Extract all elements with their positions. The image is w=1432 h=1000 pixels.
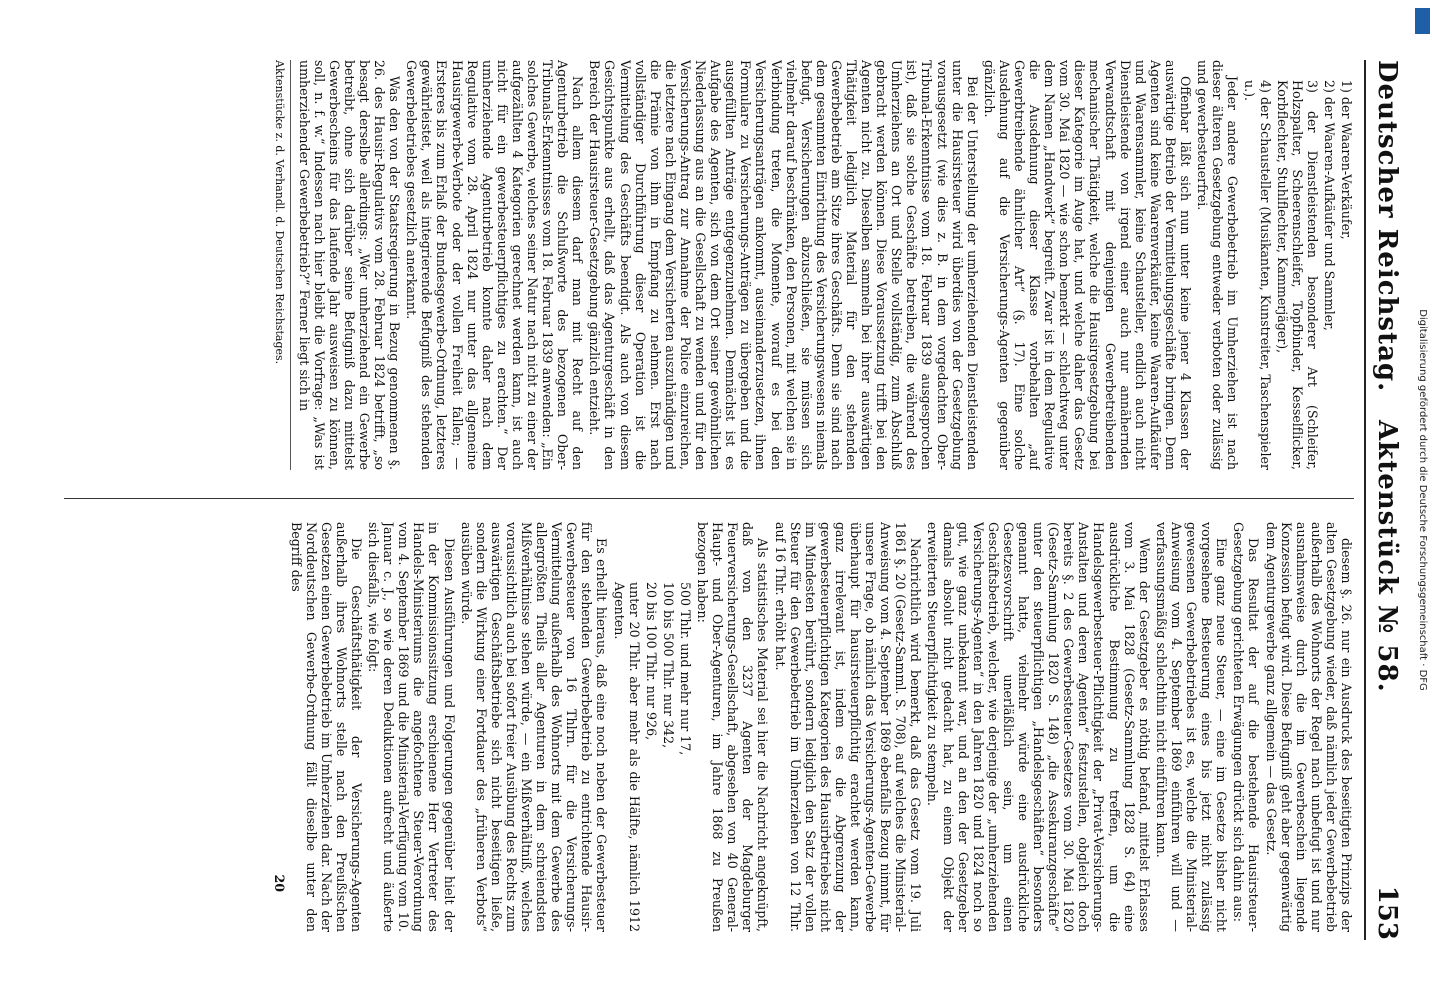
page-number: 153: [1372, 885, 1402, 940]
paragraph: 4) der Schausteller (Musikanten, Kunstreiter, Taschenspieler u.).: [1242, 80, 1273, 470]
paragraph: Jeder andere Gewerbebetrieb im Umherziehen ist nach dieser älteren Gesetzgebung entweder verboten oder zulässig und gewerbesteuerfrei.: [1195, 60, 1241, 470]
paragraph: 2) der Waaren-Aufkäufer und Sammler,: [1321, 80, 1337, 331]
paragraph: Bei der Unterstellung der umherziehenden Dienstleistenden unter die Hausirsteuer wird überdies von der Gesetzgebung vorausgesetzt (wie dies z. B. in dem vorgedachten Ober-Tribunal-Erkenntnisse vom 18. Februar 1839 ausgesprochen ist), daß sie solche Geschäfte betreiben, die während des Umherziehens an Ort und Stelle vollständig, zum Abschluß gebracht werden können. Diese Voraussetzung trifft bei den Agenten nicht zu. Dieselben sammeln bei ihrer auswärtigen Thätigkeit lediglich Material für den stehenden Gewerbebetrieb am Sitze ihres Geschäfts. Denn sie sind nach dem gesammten Einrichtung des Versicherungswesens niemals befugt, Versicherungen abzuschließen, sie müssen sich vielmehr darauf beschränken, den Personen, mit welchen sie in Verbindung treten, die Momente, worauf es bei den Versicherungsanträgen ankommt, auseinanderzusetzen, ihnen Formulare zu Versicherungs-Anträgen zu übergeben und die ausgefüllten Anträge entgegenzunehmen. Demnächst ist es Aufgabe des Agenten, sich von dem Ort seiner gewöhnlichen Niederlassung aus an die Gesellschaft zu wenden und für den Versicherungs-Antrag zur Annahme der Police einzureichen, die letztere nach Eingang dem Versicherten auszuhändigen und die Prämie von ihm in Empfang zu nehmen. Erst nach vollständiger Durchführung dieser Operation ist die Vermittelung des Geschäfts beendigt. Als auch von diesem Gesichtspunkte aus erhellt, daß das Agenturgeschäft in den Bereich der Hausirsteuer-Gesetzgebung gänzlich entzieht.: [587, 60, 980, 470]
paragraph: diesem §. 26. nur ein Ausdruck des beseitigten Prinzips der alten Gesetzgebung wieder, daß nämlich jeder Gewerbebetrieb außerhalb des Wohnorts der Regel nach unbefugt ist und nur ausnahmsweise durch die im Gewerbeschein liegende Konzession befugt wird. Diese Befugniß geht aber gegenwärtig dem Agenturgewerbe ganz allgemein — das Gesetz.: [1263, 522, 1354, 932]
paragraph: Als statistisches Material sei hier die Nachricht angeknüpft, daß von den 3237 Agenten der Magdeburger Feuerversicherungs-Gesellschaft, abgesehen von 40 General-Haupt- und Ober-Agenturen, im Jahre 1868 zu Preußen bezogen haben:: [695, 522, 771, 932]
paragraph: Es erhellt hieraus, daß eine noch neben der Gewerbesteuer für den stehenden Gewerbebetrieb zu entrichtende Hausir-Gewerbesteuer von 16 Thlrn. für die Versicherungs-Vermittelung außerhalb des Wohnorts mit dem Gewerbe des allergrößten Theils aller Agenturen in dem schreiendsten Mißverhältnisse stehen würde, — ein Mißverhältniß, welches voraussichtlich auch bei sofort freier Ausübung des Rechts zum auswärtigen Geschäftsbetriebe sich nicht beseitigen ließe, sondern die Wirkung einer Fortdauer des „früheren Verbots“ ausüben würde.: [458, 522, 610, 932]
paragraph: Was den von der Staatsregierung in Bezug genommenen §. 26. des Hausir-Regulativs vom 28. Februar 1824 betrifft, „so besagt derselbe allerdings: „Wer umherziehend ein Gewerbe betreibt, ohne sich darüber seine Befugniß dazu mittelst Gewerbescheins für das laufende Jahr ausweisen zu können, soll, n. f. w.“ Indessen nach hier bleibt die Vorfrage: „Was ist umherziehender Gewerbebetrieb?“ Ferner liegt sich in: [296, 60, 403, 470]
paragraph: 500 Thlr. und mehr nur 17,: [677, 582, 693, 756]
right-text-column: [60, 522, 1354, 932]
paragraph: 20 bis 100 Thlr. nur 926,: [643, 582, 659, 741]
paragraph: Das Resultat der auf die bestehende Hausirsteuer-Gesetzgebung gerichteten Erwägungen drückt sich dahin aus:: [1231, 522, 1262, 932]
paragraph: unter 20 Thlr. aber mehr als die Hälfte, nämlich 1912 Agenten.: [611, 582, 642, 932]
paragraph: 100 bis 500 Thlr. nur 342,: [660, 582, 676, 749]
paragraph: Nach allem diesem darf man mit Recht auf den Agenturbetrieb die Schlußworte des bezogenen Ober-Tribunals-Erkenntnisses vom 18. Februar 1839 anwenden: „Ein solches Gewerbe, welches seiner Natur nach nicht zu einer der aufgezählten 4 Kategorien gerechnet werden kann, ist auch nicht für ein gewerbesteuerpflichtiges zu erachten.“ Der umherziehende Agenturbetrieb konnte daher nach dem Regulative vom 28. April 1824 nur unter das allgemeine Hausirgewerbe-Verbote oder der vollen Freiheit fallen; — Ersteres bis zum Erlaß der Bundesgewerbe-Ordnung, letzteres gewährleistet, weil als integrierende Befugniß des stehenden Gewerbebetriebes gesetzlich anerkannt.: [404, 60, 586, 470]
paragraph: Eine ganz neue Steuer, — eine im Gesetze bisher nicht vorgesehene Besteuerung eines bis jetzt nicht zulässig gewesenen Gewerbebetriebes ist es, welche die Ministerial-Anweisung vom 4. September 1869 einführen will und — verfassungsmäßig schlechthin nicht einführen kann.: [1153, 522, 1230, 932]
running-head-center: Aktenstück № 58.: [1372, 420, 1402, 693]
paragraph: Wenn der Gesetzgeber es nöthig befand, mittelst Erlasses vom 3. Mai 1828 (Gesetz-Sammlung 1828 S. 64) eine ausdrückliche Bestimmung zu treffen, um die Handelsgewerbesteuer-Pflichtigkeit der „Privat-Versicherungs-Anstalten und deren Agenten“ festzustellen, obgleich doch bereits §. 2 des Gewerbesteuer-Gesetzes vom 30. Mai 1820 (Gesetz-Sammlung 1820 S. 148) „die Assekuranzgeschäfte“ unter den steuerpflichtigen „Handelsgeschäften“ besonders genannt hatte, vielmehr würde eine ausdrückliche Gesetzesvorschrift unerläßlich sein, um einen Geschäftsbetrieb, welcher, wie derjenige der „umherziehenden Versicherungs-Agenten“ in den Jahren 1820 und 1824 noch so gut, wie ganz unbekannt war, und an den der Gesetzgeber damals absolut nicht gedacht hat, zu einem Objekt der erweiterten Steuerpflichtigkeit zu stempeln.: [925, 522, 1152, 932]
paragraph: 1) der Waaren-Verkäufer,: [1339, 80, 1354, 240]
paragraph: Die Geschäftsthätigkeit der Versicherungs-Agenten außerhalb ihres Wohnorts stelle nach den Preußischen Gesetzen einen Gewerbebetrieb im Umherziehen dar. Nach der Norddeutschen Gewerbe-Ordnung fällt dieselbe unter den Begriff des: [288, 522, 364, 932]
running-head-left: Deutscher Reichstag.: [1372, 60, 1402, 393]
paragraph: Diesen Ausführungen und Folgerungen gegenüber hielt der in der Kommissionssitzung erschienene Herr Vertreter des Handels-Ministeriums die angefochtene Steuer-Verordnung vom 4. September 1869 und die Ministerial-Verfügung vom 10. Januar c. J., so wie deren Deduktionen aufrecht und äußerte sich diesfalls, wie folgt:: [366, 522, 457, 932]
funding-note: Digitalisierung gefördert durch die Deutsche Forschungsgemeinschaft · DFG: [1417, 309, 1428, 691]
paragraph: Nachrichtlich wird bemerkt, daß das Gesetz vom 19. Juli 1861 §. 20 (Gesetz-Samml. S. 708), auf welches die Ministerial-Anweisung vom 4. September 1869 ebenfalls Bezug nimmt, für unsere Frage, ob nämlich das Versicherungs-Agenten-Gewerbe überhaupt für hausirsteuerpflichtig erachtet werden kann, ganz irrelevant ist, indem es die Abgrenzung der gewerbesteuerpflichtigen Kategorien des Hausirbetriebes nicht im Mindesten berührt, sondern lediglich den Satz der vollen Steuer für den Gewerbebetrieb im Umherziehen von 12 Thlr. auf 16 Thlr. erhöht hat.: [772, 522, 924, 932]
paragraph: Offenbar läßt sich nun unter keine jener 4 Klassen der auswärtige Betrieb der Vermittelungsgeschäfte bringen. Denn Agenten sind keine Waarenverkäufer, keine Waaren-Aufkäufer und Waarensammler, keine Schausteller, endlich auch nicht Dienstleistende von irgend einer auch nur annähernden Verwandtschaft mit denjenigen Gewerbetreibenden mechanischer Thätigkeit, welche die Hausirgesetzgebung bei dieser Kategorie im Auge hat, und welche daher das Gesetz vom 30. Mai 1820 — wie schon bemerkt — schlechtweg unter dem Namen „Handwerk“ begreift. Zwar ist in dem Regulative die Ausdehnung dieser Klasse vorbehalten „auf Gewerbtreibende ähnlicher Art“ (§. 17). Eine solche Ausdehnung auf die Versicherungs-Agenten gegenüber gänzlich.: [981, 60, 1194, 470]
sheet-number: 20: [271, 874, 287, 892]
page-header: [1364, 60, 1406, 940]
paragraph: 3) der Dienstleistenden besonderer Art (Schleifer, Holzspalter, Scheerenschleifer, Topfbinder, Kesselflicker, Korbflechter, Stuhlflechter, Kammerjäger),: [1274, 80, 1320, 470]
left-text-column: [60, 60, 1354, 470]
footnote: Aktenstücke z. d. Verhandl. d. Deutschen Reichstages.: [271, 60, 290, 470]
column-divider: [64, 498, 1354, 499]
